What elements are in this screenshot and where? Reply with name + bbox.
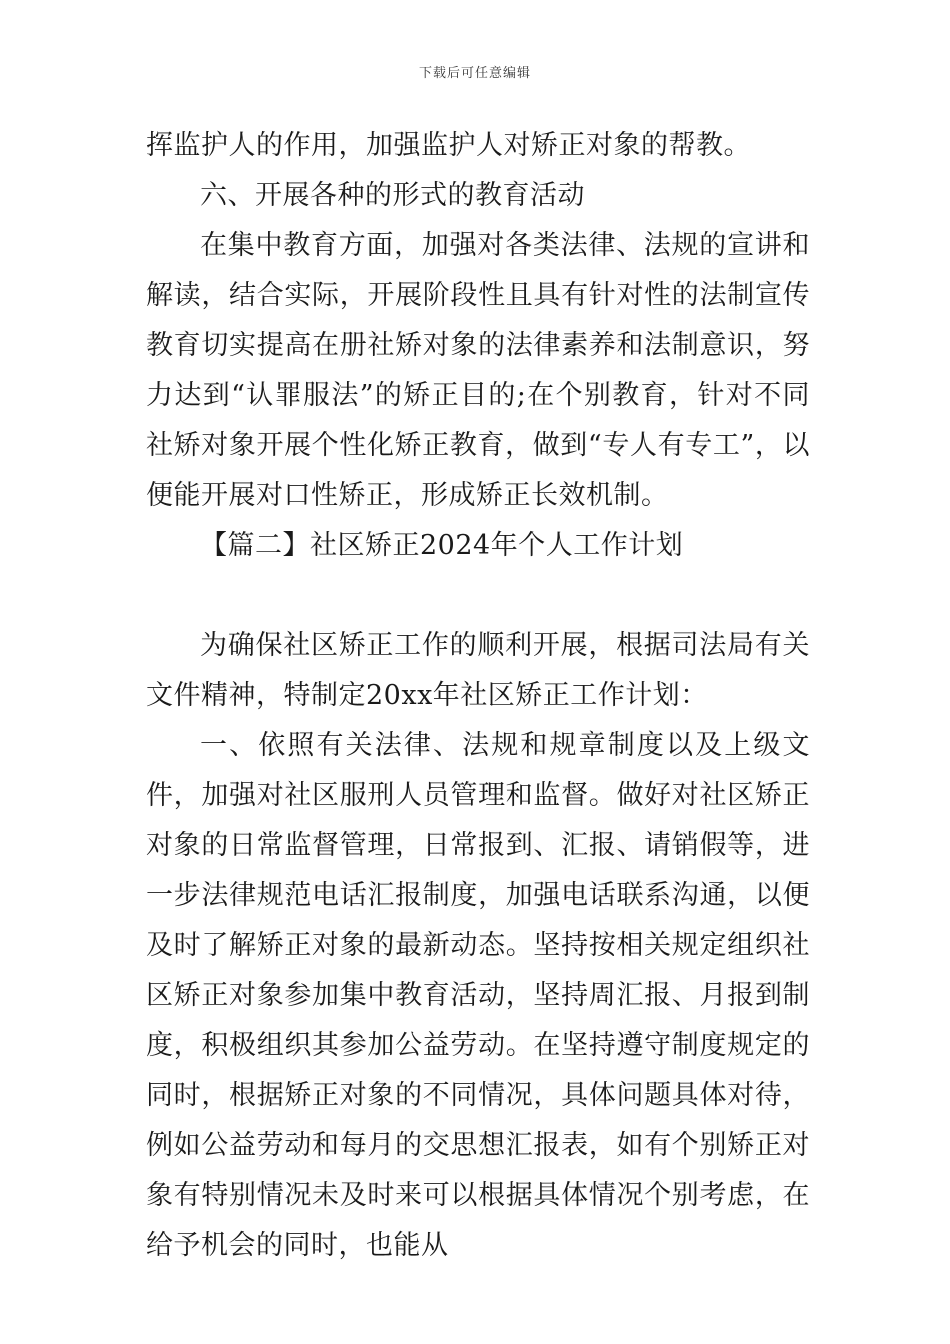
blank-line xyxy=(146,571,810,621)
paragraph-intro: 为确保社区矫正工作的顺利开展，根据司法局有关文件精神，特制定20xx年社区矫正工作计划： xyxy=(146,630,810,711)
header-note: 下载后可任意编辑 xyxy=(418,66,531,81)
article-heading: 【篇二】社区矫正2024年个人工作计划 xyxy=(200,530,684,561)
paragraph-item-one: 一、依照有关法律、法规和规章制度以及上级文件，加强对社区服刑人员管理和监督。做好对社区矫正对象的日常监督管理，日常报到、汇报、请销假等，进一步法律规范电话汇报制度，加强电话联系沟通，以便及时了解矫正对象的最新动态。坚持按相关规定组织社区矫正对象参加集中教育活动，坚持周汇报、月报到制度，积极组织其参加公益劳动。在坚持遵守制度规定的同时，根据矫正对象的不同情况，具体问题具体对待，例如公益劳动和每月的交思想汇报表，如有个别矫正对象有特别情况未及时来可以根据具体情况个别考虑，在给予机会的同时，也能从 xyxy=(146,730,810,1261)
paragraph-education: 在集中教育方面，加强对各类法律、法规的宣讲和解读，结合实际，开展阶段性且具有针对性的法制宣传教育切实提高在册社矫对象的法律素养和法制意识，努力达到“认罪服法”的矫正目的;在个别教育，针对不同社矫对象开展个性化矫正教育，做到“专人有专工”，以便能开展对口性矫正，形成矫正长效机制。 xyxy=(146,230,810,511)
section-heading-six: 六、开展各种的形式的教育活动 xyxy=(200,180,585,211)
document-body xyxy=(146,121,810,1271)
paragraph-continuation: 挥监护人的作用，加强监护人对矫正对象的帮教。 xyxy=(146,130,751,161)
